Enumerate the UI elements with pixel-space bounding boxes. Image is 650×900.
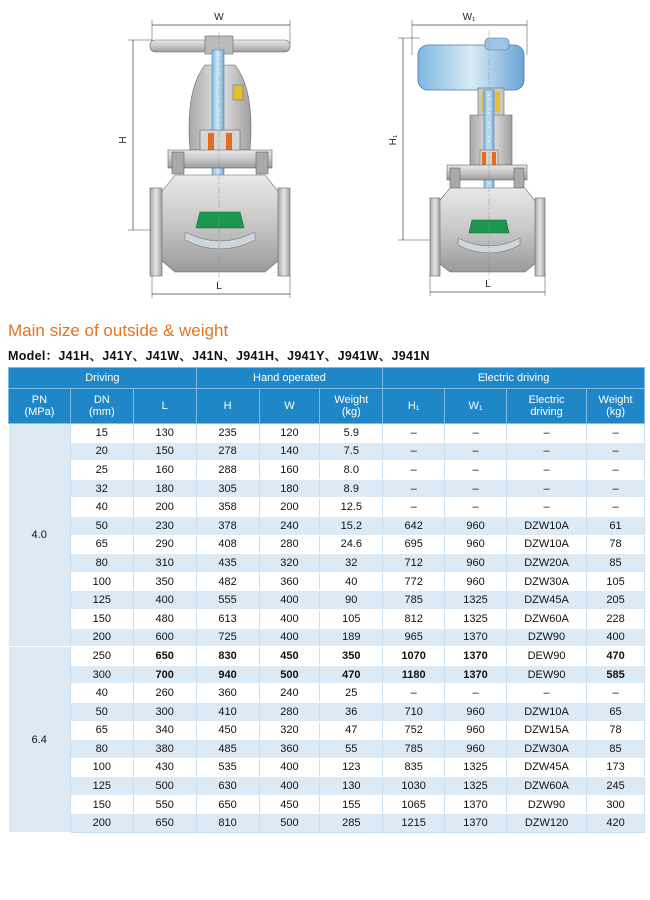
table-cell: 360 (259, 572, 320, 591)
table-cell: 1325 (445, 777, 507, 796)
table-cell: – (445, 461, 507, 480)
table-cell: 1325 (445, 758, 507, 777)
table-cell: 173 (587, 758, 645, 777)
col-weight-electric (587, 389, 645, 424)
table-row (9, 721, 645, 740)
table-cell: 450 (259, 795, 320, 814)
table-cell: 140 (259, 442, 320, 461)
table-cell: 712 (383, 554, 445, 573)
table-cell: 65 (70, 535, 133, 554)
table-cell: 50 (70, 516, 133, 535)
table-cell: 40 (70, 684, 133, 703)
table-cell: 940 (196, 665, 259, 684)
table-cell: 360 (259, 740, 320, 759)
table-cell: 358 (196, 498, 259, 517)
table-row (9, 461, 645, 480)
col-pn (9, 389, 71, 424)
table-cell: – (587, 461, 645, 480)
table-cell: 350 (320, 647, 383, 666)
table-cell: 200 (70, 628, 133, 647)
table-cell: 300 (587, 795, 645, 814)
table-cell: – (506, 424, 586, 443)
table-cell: DZW90 (506, 795, 586, 814)
table-cell: DZW10A (506, 516, 586, 535)
table-cell: DZW15A (506, 721, 586, 740)
table-cell: DZW45A (506, 591, 586, 610)
table-cell: 960 (445, 740, 507, 759)
table-cell: 47 (320, 721, 383, 740)
table-cell: DZW10A (506, 535, 586, 554)
table-cell: 320 (259, 554, 320, 573)
table-cell: 450 (196, 721, 259, 740)
table-cell: – (506, 498, 586, 517)
table-cell: 470 (320, 665, 383, 684)
table-cell: 189 (320, 628, 383, 647)
table-cell: 400 (259, 758, 320, 777)
table-cell: 15 (70, 424, 133, 443)
table-cell: 535 (196, 758, 259, 777)
dim-w-label: W (214, 12, 224, 23)
table-cell: 123 (320, 758, 383, 777)
table-cell: 78 (587, 535, 645, 554)
table-cell: 378 (196, 516, 259, 535)
table-cell: 125 (70, 777, 133, 796)
table-cell: 1030 (383, 777, 445, 796)
table-cell: 812 (383, 609, 445, 628)
col-l: L (133, 389, 196, 424)
table-cell: DZW45A (506, 758, 586, 777)
pn-cell: 6.4 (9, 647, 71, 833)
table-cell: 960 (445, 721, 507, 740)
table-cell: – (587, 684, 645, 703)
table-row (9, 814, 645, 833)
table-cell: 200 (133, 498, 196, 517)
table-cell: 420 (587, 814, 645, 833)
table-cell: 100 (70, 572, 133, 591)
dim-l-label: L (216, 281, 222, 292)
table-row (9, 554, 645, 573)
table-cell: 285 (320, 814, 383, 833)
table-cell: 1370 (445, 647, 507, 666)
table-cell: 435 (196, 554, 259, 573)
col-dn (70, 389, 133, 424)
model-line: Model：J41H、J41Y、J41W、J41N、J941H、J941Y、J941W、J941N (8, 349, 430, 363)
table-cell: 650 (133, 814, 196, 833)
table-cell: 785 (383, 740, 445, 759)
col-weight-electric-label: Weight (kg) (598, 394, 633, 418)
table-cell: – (445, 684, 507, 703)
table-cell: – (445, 498, 507, 517)
table-cell: 5.9 (320, 424, 383, 443)
table-cell: 160 (259, 461, 320, 480)
dim-h1-label: H₁ (388, 134, 399, 146)
table-cell: 260 (133, 684, 196, 703)
table-cell: 600 (133, 628, 196, 647)
table-cell: 280 (259, 702, 320, 721)
table-cell: 90 (320, 591, 383, 610)
table-cell: DZW60A (506, 777, 586, 796)
table-cell: 240 (259, 516, 320, 535)
table-cell: DZW60A (506, 609, 586, 628)
table-cell: 785 (383, 591, 445, 610)
table-cell: 310 (133, 554, 196, 573)
table-cell: 8.0 (320, 461, 383, 480)
col-w1: W₁ (445, 389, 507, 424)
table-cell: 50 (70, 702, 133, 721)
table-cell: 100 (70, 758, 133, 777)
table-cell: 180 (259, 479, 320, 498)
table-cell: – (587, 424, 645, 443)
table-cell: 1325 (445, 591, 507, 610)
table-cell: 408 (196, 535, 259, 554)
hand-valve-drawing (118, 12, 290, 298)
dim-l2-label: L (485, 279, 491, 290)
table-cell: 1325 (445, 609, 507, 628)
col-h1: H₁ (383, 389, 445, 424)
table-cell: 752 (383, 721, 445, 740)
table-cell: 230 (133, 516, 196, 535)
table-cell: 80 (70, 740, 133, 759)
table-cell: 550 (133, 795, 196, 814)
table-cell: 725 (196, 628, 259, 647)
table-cell: 40 (70, 498, 133, 517)
table-cell: 1370 (445, 665, 507, 684)
table-cell: – (506, 461, 586, 480)
table-cell: 32 (70, 479, 133, 498)
table-cell: DZW90 (506, 628, 586, 647)
table-cell: – (383, 442, 445, 461)
table-cell: 85 (587, 554, 645, 573)
dimension-table (8, 367, 645, 833)
table-cell: 480 (133, 609, 196, 628)
table-row (9, 591, 645, 610)
table-cell: 700 (133, 665, 196, 684)
table-cell: 245 (587, 777, 645, 796)
table-cell: 1370 (445, 795, 507, 814)
table-cell: 400 (259, 609, 320, 628)
table-cell: 105 (587, 572, 645, 591)
table-cell: 150 (133, 442, 196, 461)
table-cell: 630 (196, 777, 259, 796)
table-cell: 960 (445, 516, 507, 535)
table-cell: 155 (320, 795, 383, 814)
table-cell: 830 (196, 647, 259, 666)
dim-w1-label: W₁ (462, 12, 476, 23)
table-cell: – (383, 498, 445, 517)
table-cell: DEW90 (506, 665, 586, 684)
table-cell: 613 (196, 609, 259, 628)
table-cell: 400 (259, 591, 320, 610)
table-cell: 7.5 (320, 442, 383, 461)
table-cell: 500 (133, 777, 196, 796)
table-cell: 150 (70, 795, 133, 814)
table-cell: 61 (587, 516, 645, 535)
table-cell: 340 (133, 721, 196, 740)
table-cell: DZW30A (506, 740, 586, 759)
table-row (9, 777, 645, 796)
table-cell: – (383, 684, 445, 703)
table-cell: 470 (587, 647, 645, 666)
table-cell: – (445, 442, 507, 461)
table-cell: 32 (320, 554, 383, 573)
col-weight (320, 389, 383, 424)
table-cell: DZW30A (506, 572, 586, 591)
table-cell: 300 (70, 665, 133, 684)
table-cell: 410 (196, 702, 259, 721)
table-cell: 650 (196, 795, 259, 814)
table-row (9, 572, 645, 591)
group-electric-driving: Electric driving (383, 368, 645, 389)
table-cell: 555 (196, 591, 259, 610)
table-cell: 200 (259, 498, 320, 517)
table-cell: 360 (196, 684, 259, 703)
table-row (9, 479, 645, 498)
table-cell: 235 (196, 424, 259, 443)
table-cell: 1070 (383, 647, 445, 666)
table-cell: 280 (259, 535, 320, 554)
table-cell: 960 (445, 554, 507, 573)
table-cell: 500 (259, 665, 320, 684)
table-cell: 1180 (383, 665, 445, 684)
table-cell: 80 (70, 554, 133, 573)
table-cell: 772 (383, 572, 445, 591)
col-weight-label: Weight (kg) (334, 394, 369, 418)
table-row (9, 684, 645, 703)
table-cell: 1370 (445, 814, 507, 833)
table-cell: 290 (133, 535, 196, 554)
electric-valve-drawing (388, 12, 545, 296)
table-cell: 25 (320, 684, 383, 703)
valve-drawings (0, 0, 650, 310)
table-cell: 485 (196, 740, 259, 759)
table-row (9, 647, 645, 666)
table-cell: 105 (320, 609, 383, 628)
table-cell: 500 (259, 814, 320, 833)
table-cell: 960 (445, 535, 507, 554)
table-cell: DZW120 (506, 814, 586, 833)
table-cell: 20 (70, 442, 133, 461)
table-row (9, 498, 645, 517)
table-row (9, 424, 645, 443)
table-cell: – (587, 479, 645, 498)
table-cell: 380 (133, 740, 196, 759)
table-cell: 205 (587, 591, 645, 610)
table-row (9, 758, 645, 777)
table-row (9, 535, 645, 554)
col-w: W (259, 389, 320, 424)
table-row (9, 442, 645, 461)
table-cell: – (383, 479, 445, 498)
table-cell: – (587, 442, 645, 461)
table-cell: 482 (196, 572, 259, 591)
table-cell: 65 (70, 721, 133, 740)
table-cell: 350 (133, 572, 196, 591)
col-h: H (196, 389, 259, 424)
table-cell: 1370 (445, 628, 507, 647)
table-cell: 695 (383, 535, 445, 554)
table-cell: 150 (70, 609, 133, 628)
table-cell: 250 (70, 647, 133, 666)
table-row (9, 516, 645, 535)
table-cell: 8.9 (320, 479, 383, 498)
table-cell: 12.5 (320, 498, 383, 517)
table-body (9, 424, 645, 833)
table-row (9, 628, 645, 647)
table-cell: 55 (320, 740, 383, 759)
table-cell: 40 (320, 572, 383, 591)
table-cell: – (587, 498, 645, 517)
table-cell: 130 (320, 777, 383, 796)
table-cell: 400 (133, 591, 196, 610)
section-title: Main size of outside & weight (8, 321, 229, 340)
col-pn-label: PN (MPa) (24, 394, 55, 418)
table-cell: DZW10A (506, 702, 586, 721)
table-cell: 305 (196, 479, 259, 498)
table-cell: 960 (445, 702, 507, 721)
table-row (9, 702, 645, 721)
table-cell: 85 (587, 740, 645, 759)
table-cell: 400 (587, 628, 645, 647)
table-row (9, 609, 645, 628)
table-cell: – (383, 424, 445, 443)
col-electric (506, 389, 586, 424)
table-cell: 1065 (383, 795, 445, 814)
table-cell: 65 (587, 702, 645, 721)
table-cell: 78 (587, 721, 645, 740)
table-cell: 200 (70, 814, 133, 833)
table-cell: 180 (133, 479, 196, 498)
table-cell: 1215 (383, 814, 445, 833)
group-hand-operated: Hand operated (196, 368, 383, 389)
table-cell: 965 (383, 628, 445, 647)
table-cell: 450 (259, 647, 320, 666)
table-cell: 130 (133, 424, 196, 443)
table-cell: 400 (259, 628, 320, 647)
table-cell: 710 (383, 702, 445, 721)
table-cell: 300 (133, 702, 196, 721)
table-cell: 810 (196, 814, 259, 833)
table-cell: DZW20A (506, 554, 586, 573)
table-cell: – (445, 479, 507, 498)
table-cell: – (445, 424, 507, 443)
dim-h-label: H (118, 136, 129, 144)
table-cell: 320 (259, 721, 320, 740)
table-cell: 650 (133, 647, 196, 666)
table-cell: DEW90 (506, 647, 586, 666)
table-cell: – (506, 684, 586, 703)
table-cell: 160 (133, 461, 196, 480)
table-cell: – (506, 442, 586, 461)
table-cell: 228 (587, 609, 645, 628)
table-cell: 400 (259, 777, 320, 796)
table-cell: 278 (196, 442, 259, 461)
table-cell: – (383, 461, 445, 480)
col-electric-label: Electric driving (528, 394, 565, 418)
pn-cell: 4.0 (9, 424, 71, 647)
table-cell: – (506, 479, 586, 498)
table-cell: 288 (196, 461, 259, 480)
table-row (9, 665, 645, 684)
table-cell: 960 (445, 572, 507, 591)
table-row (9, 795, 645, 814)
table-cell: 240 (259, 684, 320, 703)
table-cell: 36 (320, 702, 383, 721)
table-cell: 120 (259, 424, 320, 443)
table-cell: 430 (133, 758, 196, 777)
group-driving: Driving (9, 368, 197, 389)
table-cell: 125 (70, 591, 133, 610)
table-cell: 15.2 (320, 516, 383, 535)
table-cell: 642 (383, 516, 445, 535)
table-cell: 585 (587, 665, 645, 684)
table-cell: 25 (70, 461, 133, 480)
table-cell: 835 (383, 758, 445, 777)
col-dn-label: DN (mm) (88, 394, 115, 418)
table-row (9, 740, 645, 759)
table-cell: 24.6 (320, 535, 383, 554)
